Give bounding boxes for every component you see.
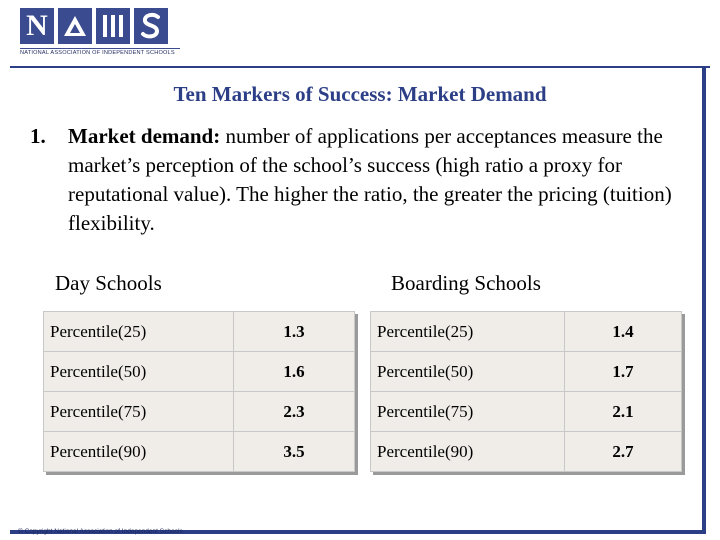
- logo-letter-n: N: [26, 9, 48, 42]
- ratio-value: 1.4: [565, 312, 682, 352]
- ratio-value: 3.5: [234, 432, 355, 472]
- percentile-label: Percentile(25): [371, 312, 565, 352]
- slide-title: Ten Markers of Success: Market Demand: [173, 82, 547, 106]
- s-swirl-icon: [137, 11, 165, 41]
- table-row: [371, 312, 682, 352]
- percentile-label: Percentile(90): [371, 432, 565, 472]
- copyright-footer: © Copyright National Association of Independent Schools: [18, 528, 183, 535]
- table-row: [371, 392, 682, 432]
- boarding-schools-heading: Boarding Schools: [391, 271, 541, 295]
- ratio-value: 2.7: [565, 432, 682, 472]
- point-text: number of applications per acceptances measure the market’s perception of the school’s success (high ratio a proxy for reputational value). The higher the ratio, the greater the pricing (tuition) flexibility.: [68, 124, 672, 235]
- percentile-label: Percentile(50): [44, 352, 234, 392]
- table-row: [44, 392, 355, 432]
- columns-icon: [100, 12, 126, 40]
- boarding-schools-table: [370, 311, 682, 472]
- point-lead: Market demand:: [68, 124, 221, 148]
- ratio-value: 1.3: [234, 312, 355, 352]
- logo-tile-s: [134, 8, 168, 44]
- table-row: [371, 432, 682, 472]
- ratio-value: 1.7: [565, 352, 682, 392]
- logo-tile-n: [20, 8, 54, 44]
- ratio-value: 2.3: [234, 392, 355, 432]
- day-schools-heading: Day Schools: [55, 271, 162, 295]
- ratio-value: 2.1: [565, 392, 682, 432]
- percentile-label: Percentile(25): [44, 312, 234, 352]
- nais-logo: [20, 8, 180, 60]
- triangle-icon: [62, 13, 88, 39]
- point-number: 1.: [30, 124, 46, 148]
- table-row: [44, 312, 355, 352]
- table-row: [44, 352, 355, 392]
- day-schools-table: [43, 311, 355, 472]
- logo-tiles: [20, 8, 180, 44]
- ratio-value: 1.6: [234, 352, 355, 392]
- percentile-label: Percentile(75): [44, 392, 234, 432]
- table-row: [371, 352, 682, 392]
- percentile-label: Percentile(75): [371, 392, 565, 432]
- percentile-label: Percentile(50): [371, 352, 565, 392]
- point-body: [68, 122, 690, 238]
- logo-tile-i: [96, 8, 130, 44]
- percentile-label: Percentile(90): [44, 432, 234, 472]
- logo-caption: NATIONAL ASSOCIATION OF INDEPENDENT SCHOOLS: [20, 48, 180, 56]
- table-row: [44, 432, 355, 472]
- bullet-point-1: [30, 122, 690, 238]
- logo-tile-a: [58, 8, 92, 44]
